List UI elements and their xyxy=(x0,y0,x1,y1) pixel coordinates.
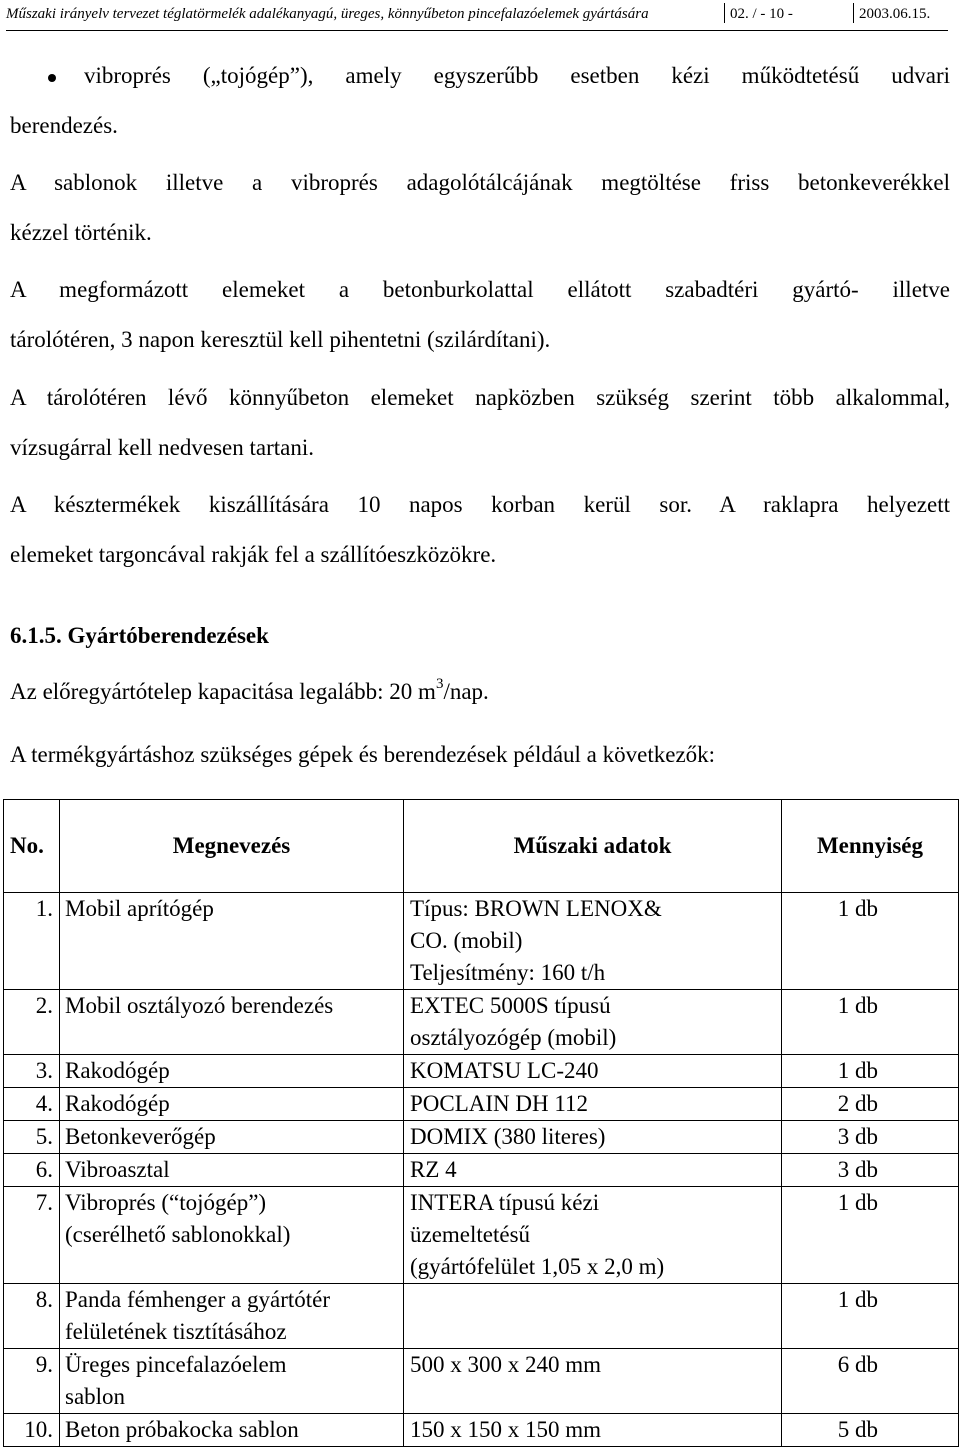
cell-spec-line: POCLAIN DH 112 xyxy=(410,1091,589,1116)
paragraph-line: elemeket targoncával rakják fel a szállítóeszközökre. xyxy=(10,542,497,567)
cell-name-line: Mobil aprítógép xyxy=(65,896,214,921)
table-row xyxy=(4,1154,959,1187)
cell-spec-line: EXTEC 5000S típusú xyxy=(410,993,611,1018)
cell-qty: 1 db xyxy=(782,1055,959,1088)
cell-no: 10. xyxy=(4,1414,60,1447)
cell-name xyxy=(60,1187,404,1284)
cell-spec-line: 150 x 150 x 150 mm xyxy=(410,1417,602,1442)
cell-name xyxy=(60,1284,404,1349)
cell-name-line: sablon xyxy=(65,1384,126,1409)
cell-name xyxy=(60,990,404,1055)
paragraph-line: A késztermékek kiszállítására 10 napos korban kerül sor. A raklapra helyezett xyxy=(10,492,950,517)
cell-spec-line: RZ 4 xyxy=(410,1157,457,1182)
cell-name xyxy=(60,1088,404,1121)
cell-spec-line: üzemeltetésű xyxy=(410,1222,531,1247)
cell-name-line: Rakodógép xyxy=(65,1058,170,1083)
table-row xyxy=(4,1088,959,1121)
cell-qty: 1 db xyxy=(782,893,959,990)
cell-name-line: Üreges pincefalazóelem xyxy=(65,1352,287,1377)
table-row xyxy=(4,990,959,1055)
cell-spec-line: Teljesítmény: 160 t/h xyxy=(410,960,606,985)
cell-spec-line: (gyártófelület 1,05 x 2,0 m) xyxy=(410,1254,665,1279)
cell-name-line: Rakodógép xyxy=(65,1091,170,1116)
cell-name-line: Betonkeverőgép xyxy=(65,1124,216,1149)
table-row xyxy=(4,1121,959,1154)
cell-spec-line: KOMATSU LC-240 xyxy=(410,1058,599,1083)
cell-spec-line: Típus: BROWN LENOX& xyxy=(410,896,662,921)
cell-no: 8. xyxy=(4,1284,60,1349)
paragraph-vibropres xyxy=(10,51,950,151)
document-date: 2003.06.15. xyxy=(853,3,948,23)
cell-name-line: Beton próbakocka sablon xyxy=(65,1417,299,1442)
cell-name xyxy=(60,1154,404,1187)
cell-spec-line: INTERA típusú kézi xyxy=(410,1190,600,1215)
cell-name-line: Panda fémhenger a gyártótér xyxy=(65,1287,331,1312)
paragraph-line: berendezés. xyxy=(10,113,118,138)
cell-name-line: felületének tisztításához xyxy=(65,1319,287,1344)
cell-no: 6. xyxy=(4,1154,60,1187)
cell-name-line: Vibroprés (“tojógép”) xyxy=(65,1190,267,1215)
cell-name xyxy=(60,893,404,990)
capacity-superscript: 3 xyxy=(435,676,444,692)
cell-name-line: Vibroasztal xyxy=(65,1157,170,1182)
paragraph-kesztermek xyxy=(10,480,950,580)
paragraph-sablonok xyxy=(10,158,950,258)
cell-spec xyxy=(404,1055,782,1088)
page-number: 02. / - 10 - xyxy=(724,3,853,23)
paragraph-megformazott xyxy=(10,265,950,365)
cell-no: 2. xyxy=(4,990,60,1055)
cell-spec xyxy=(404,1088,782,1121)
paragraph-line: tárolótéren, 3 napon keresztül kell pihentetni (szilárdítani). xyxy=(10,327,551,352)
cell-spec xyxy=(404,1284,782,1349)
header-no: No. xyxy=(4,800,60,893)
cell-spec xyxy=(404,1349,782,1414)
paragraph-tarolo xyxy=(10,373,950,473)
cell-name xyxy=(60,1121,404,1154)
cell-spec xyxy=(404,990,782,1055)
cell-no: 5. xyxy=(4,1121,60,1154)
cell-no: 4. xyxy=(4,1088,60,1121)
paragraph-line: A sablonok illetve a vibroprés adagolótálcájának megtöltése friss betonkeverékkel xyxy=(10,170,950,195)
cell-spec xyxy=(404,1154,782,1187)
table-row xyxy=(4,1284,959,1349)
table-row xyxy=(4,1349,959,1414)
cell-no: 7. xyxy=(4,1187,60,1284)
paragraph-line: A tárolótéren lévő könnyűbeton elemeket napközben szükség szerint több alkalommal, xyxy=(10,385,950,410)
cell-spec-line: 500 x 300 x 240 mm xyxy=(410,1352,602,1377)
table-row xyxy=(4,893,959,990)
page-header xyxy=(6,3,948,31)
paragraph-line: vibroprés („tojógép”), amely egyszerűbb esetben kézi működtetésű udvari xyxy=(84,63,950,88)
cell-spec xyxy=(404,893,782,990)
document-title: Műszaki irányelv tervezet téglatörmelék adalékanyagú, üreges, könnyűbeton pincefalazóelemek gyártására xyxy=(6,6,649,22)
capacity-line xyxy=(10,676,489,711)
cell-name-line: (cserélhető sablonokkal) xyxy=(65,1222,291,1247)
cell-qty: 1 db xyxy=(782,990,959,1055)
cell-qty: 6 db xyxy=(782,1349,959,1414)
cell-qty: 1 db xyxy=(782,1187,959,1284)
capacity-text: Az előregyártótelep kapacitása legalább: 20 m xyxy=(10,679,436,704)
cell-qty: 5 db xyxy=(782,1414,959,1447)
cell-spec xyxy=(404,1187,782,1284)
paragraph-line: vízsugárral kell nedvesen tartani. xyxy=(10,435,314,460)
table-header-row xyxy=(4,800,959,893)
cell-name xyxy=(60,1055,404,1088)
cell-qty: 3 db xyxy=(782,1154,959,1187)
paragraph-line: A megformázott elemeket a betonburkolattal ellátott szabadtéri gyártó- illetve xyxy=(10,277,950,302)
cell-name xyxy=(60,1349,404,1414)
cell-no: 3. xyxy=(4,1055,60,1088)
table-row xyxy=(4,1055,959,1088)
cell-qty: 1 db xyxy=(782,1284,959,1349)
table-intro: A termékgyártáshoz szükséges gépek és berendezések például a következők: xyxy=(10,742,716,767)
header-name: Megnevezés xyxy=(60,800,404,893)
paragraph-line: kézzel történik. xyxy=(10,220,152,245)
capacity-unit: /nap. xyxy=(443,679,489,704)
cell-qty: 3 db xyxy=(782,1121,959,1154)
cell-no: 1. xyxy=(4,893,60,990)
bullet-icon xyxy=(48,74,56,82)
table-body xyxy=(4,893,959,1447)
header-spec: Műszaki adatok xyxy=(404,800,782,893)
cell-spec-line: CO. (mobil) xyxy=(410,928,523,953)
cell-spec-line: DOMIX (380 literes) xyxy=(410,1124,606,1149)
cell-name-line: Mobil osztályozó berendezés xyxy=(65,993,334,1018)
header-qty: Mennyiség xyxy=(782,800,959,893)
section-heading: 6.1.5. Gyártóberendezések xyxy=(10,623,269,648)
cell-qty: 2 db xyxy=(782,1088,959,1121)
table-row xyxy=(4,1187,959,1284)
cell-spec-line: osztályozógép (mobil) xyxy=(410,1025,617,1050)
equipment-table xyxy=(3,799,959,1447)
cell-no: 9. xyxy=(4,1349,60,1414)
cell-spec xyxy=(404,1121,782,1154)
